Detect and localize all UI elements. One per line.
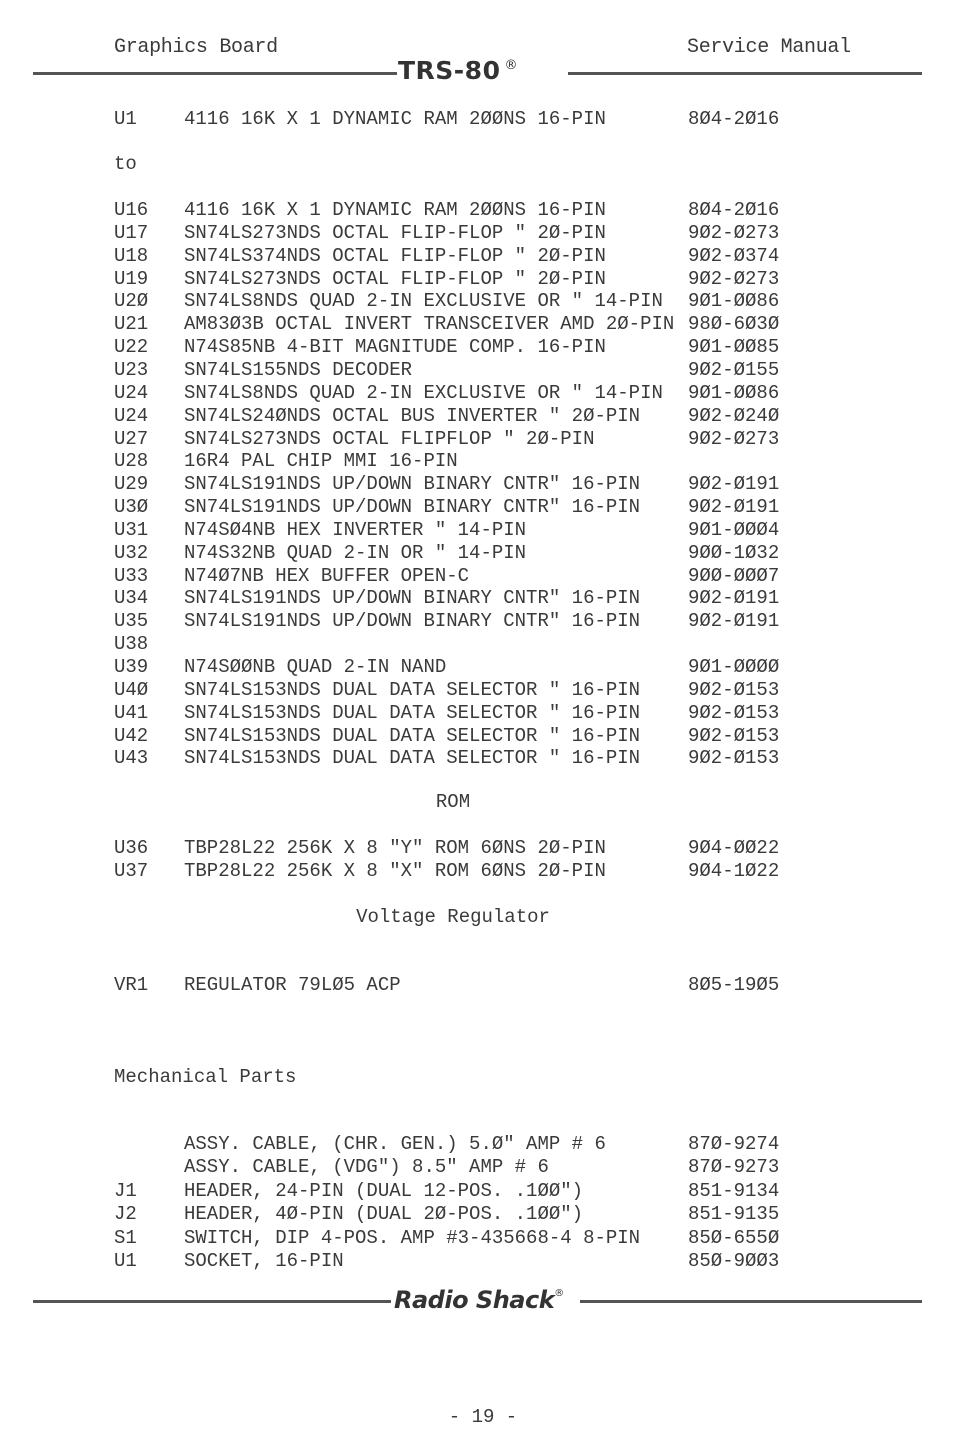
part-number: 8Ø4-2Ø16 bbox=[688, 108, 780, 130]
part-reference: U24 bbox=[114, 381, 149, 404]
part-number: 8Ø5-19Ø5 bbox=[688, 974, 780, 996]
registered-mark: ® bbox=[554, 1288, 564, 1299]
part-row bbox=[0, 1133, 956, 1156]
footer-rule-right bbox=[580, 1300, 922, 1303]
part-row bbox=[0, 747, 956, 770]
part-reference: VR1 bbox=[114, 974, 149, 996]
registered-mark: ® bbox=[504, 58, 518, 73]
radio-shack-logo bbox=[394, 1286, 574, 1314]
part-description: SN74LS24ØNDS OCTAL BUS INVERTER " 2Ø-PIN bbox=[184, 404, 641, 427]
part-description: SOCKET, 16-PIN bbox=[184, 1250, 344, 1272]
part-row bbox=[0, 450, 956, 473]
part-reference: U41 bbox=[114, 701, 149, 724]
part-description: 4116 16K X 1 DYNAMIC RAM 2ØØNS 16-PIN bbox=[184, 108, 606, 130]
part-row bbox=[0, 405, 956, 428]
part-row bbox=[0, 679, 956, 702]
part-reference: J1 bbox=[114, 1179, 137, 1202]
part-reference: U34 bbox=[114, 587, 149, 610]
part-description: SN74LS153NDS DUAL DATA SELECTOR " 16-PIN bbox=[184, 747, 641, 770]
header-left: Graphics Board bbox=[114, 36, 278, 59]
part-row bbox=[0, 1180, 956, 1203]
part-reference: U35 bbox=[114, 610, 149, 633]
page-number: - 19 - bbox=[448, 1406, 518, 1428]
part-number: 9Ø1-ØØ86 bbox=[688, 381, 780, 404]
part-reference: U33 bbox=[114, 564, 149, 587]
part-number: 87Ø-9274 bbox=[688, 1133, 780, 1155]
part-reference: U23 bbox=[114, 358, 149, 381]
part-row bbox=[0, 656, 956, 679]
part-description: ASSY. CABLE, (VDG") 8.5" AMP # 6 bbox=[184, 1156, 549, 1179]
part-reference: U29 bbox=[114, 473, 149, 496]
part-number: 851-9135 bbox=[688, 1203, 780, 1226]
part-row bbox=[0, 837, 956, 860]
part-reference: U22 bbox=[114, 336, 149, 359]
part-reference: U39 bbox=[114, 656, 149, 678]
part-description: SN74LS8NDS QUAD 2-IN EXCLUSIVE OR " 14-PIN bbox=[184, 290, 663, 313]
part-description: SN74LS191NDS UP/DOWN BINARY CNTR" 16-PIN bbox=[184, 473, 641, 496]
part-number: 9Ø1-ØØØØ bbox=[688, 656, 780, 678]
part-row bbox=[0, 1250, 956, 1273]
part-description: SN74LS155NDS DECODER bbox=[184, 358, 413, 381]
part-number: 87Ø-9273 bbox=[688, 1156, 780, 1179]
part-number: 85Ø-655Ø bbox=[688, 1226, 780, 1249]
part-description: TBP28L22 256K X 8 "X" ROM 6ØNS 2Ø-PIN bbox=[184, 860, 606, 882]
part-description: SN74LS8NDS QUAD 2-IN EXCLUSIVE OR " 14-PIN bbox=[184, 381, 663, 404]
part-row bbox=[0, 587, 956, 610]
part-row bbox=[0, 565, 956, 588]
rom-heading: ROM bbox=[435, 791, 471, 813]
part-reference: U36 bbox=[114, 837, 149, 859]
part-number: 9Ø2-Ø191 bbox=[688, 496, 780, 519]
part-number: 9Ø2-Ø153 bbox=[688, 678, 780, 701]
part-row bbox=[0, 473, 956, 496]
part-description: REGULATOR 79LØ5 ACP bbox=[184, 974, 401, 996]
part-number: 8Ø4-2Ø16 bbox=[688, 199, 780, 221]
part-row bbox=[0, 725, 956, 748]
part-number: 9Ø2-Ø191 bbox=[688, 473, 780, 496]
part-reference: U4Ø bbox=[114, 678, 149, 701]
part-reference: U1 bbox=[114, 108, 137, 130]
part-reference: U24 bbox=[114, 404, 149, 427]
part-number: 9ØØ-ØØØ7 bbox=[688, 564, 780, 587]
part-row bbox=[0, 313, 956, 336]
part-reference: U21 bbox=[114, 313, 149, 336]
part-reference: U18 bbox=[114, 244, 149, 267]
part-row bbox=[0, 1156, 956, 1179]
part-description: SN74LS191NDS UP/DOWN BINARY CNTR" 16-PIN bbox=[184, 587, 641, 610]
part-number: 9ØØ-1Ø32 bbox=[688, 541, 780, 564]
part-row bbox=[0, 1203, 956, 1226]
header-rule-right bbox=[568, 72, 922, 75]
part-number: 9Ø2-Ø155 bbox=[688, 358, 780, 381]
part-number: 9Ø2-Ø273 bbox=[688, 267, 780, 290]
part-description: SN74LS273NDS OCTAL FLIP-FLOP " 2Ø-PIN bbox=[184, 221, 606, 244]
part-reference: U31 bbox=[114, 518, 149, 541]
footer-rule-left bbox=[33, 1300, 391, 1303]
part-row bbox=[0, 702, 956, 725]
part-row bbox=[0, 153, 956, 176]
voltage-regulator-heading: Voltage Regulator bbox=[356, 906, 550, 928]
part-reference: U3Ø bbox=[114, 496, 149, 519]
part-number: 851-9134 bbox=[688, 1179, 780, 1202]
part-description: SN74LS191NDS UP/DOWN BINARY CNTR" 16-PIN bbox=[184, 610, 641, 633]
part-description: SN74LS191NDS UP/DOWN BINARY CNTR" 16-PIN bbox=[184, 496, 641, 519]
radio-shack-logo-text: Radio Shack bbox=[394, 1286, 555, 1314]
part-row bbox=[0, 108, 956, 131]
part-reference: S1 bbox=[114, 1226, 137, 1249]
part-number: 9Ø2-Ø191 bbox=[688, 610, 780, 633]
part-description: N74Ø7NB HEX BUFFER OPEN-C bbox=[184, 564, 470, 587]
part-row bbox=[0, 542, 956, 565]
part-description: SN74LS273NDS OCTAL FLIP-FLOP " 2Ø-PIN bbox=[184, 267, 606, 290]
part-reference: U28 bbox=[114, 450, 149, 473]
part-row bbox=[0, 245, 956, 268]
part-number: 9Ø4-1Ø22 bbox=[688, 860, 780, 882]
trs80-logo-text: TRS-80 bbox=[398, 56, 501, 85]
part-description: N74S85NB 4-BIT MAGNITUDE COMP. 16-PIN bbox=[184, 336, 606, 359]
part-description: HEADER, 24-PIN (DUAL 12-POS. .1ØØ") bbox=[184, 1179, 584, 1202]
part-description: TBP28L22 256K X 8 "Y" ROM 6ØNS 2Ø-PIN bbox=[184, 837, 606, 859]
part-number: 9Ø4-ØØ22 bbox=[688, 837, 780, 859]
part-number: 9Ø1-ØØ85 bbox=[688, 336, 780, 359]
part-description: 16R4 PAL CHIP MMI 16-PIN bbox=[184, 450, 458, 473]
part-reference: U32 bbox=[114, 541, 149, 564]
part-row bbox=[0, 382, 956, 405]
part-row bbox=[0, 1227, 956, 1250]
part-row bbox=[0, 222, 956, 245]
part-row bbox=[0, 428, 956, 451]
part-description: N74SØØNB QUAD 2-IN NAND bbox=[184, 656, 447, 678]
part-description: AM83Ø3B OCTAL INVERT TRANSCEIVER AMD 2Ø-PIN bbox=[184, 313, 675, 336]
part-description: HEADER, 4Ø-PIN (DUAL 2Ø-POS. .1ØØ") bbox=[184, 1203, 584, 1226]
header-rule-left bbox=[33, 72, 397, 75]
part-number: 9Ø2-Ø153 bbox=[688, 747, 780, 770]
part-row bbox=[0, 633, 956, 656]
part-description: SWITCH, DIP 4-POS. AMP #3-435668-4 8-PIN bbox=[184, 1226, 641, 1249]
part-number: 9Ø2-Ø273 bbox=[688, 221, 780, 244]
mechanical-parts-heading: Mechanical Parts bbox=[114, 1066, 297, 1088]
part-row bbox=[0, 519, 956, 542]
part-number: 9Ø1-ØØ86 bbox=[688, 290, 780, 313]
part-row bbox=[0, 199, 956, 222]
part-description: 4116 16K X 1 DYNAMIC RAM 2ØØNS 16-PIN bbox=[184, 199, 606, 221]
part-description: SN74LS374NDS OCTAL FLIP-FLOP " 2Ø-PIN bbox=[184, 244, 606, 267]
part-row bbox=[0, 268, 956, 291]
part-reference: U19 bbox=[114, 267, 149, 290]
part-row bbox=[0, 290, 956, 313]
part-reference: U17 bbox=[114, 221, 149, 244]
part-description: ASSY. CABLE, (CHR. GEN.) 5.Ø" AMP # 6 bbox=[184, 1133, 606, 1155]
part-reference: J2 bbox=[114, 1203, 137, 1226]
part-number: 9Ø2-Ø153 bbox=[688, 724, 780, 747]
part-reference: U1 bbox=[114, 1250, 137, 1272]
part-reference: U27 bbox=[114, 427, 149, 450]
part-reference: to bbox=[114, 153, 137, 175]
part-row bbox=[0, 336, 956, 359]
part-number: 9Ø2-Ø191 bbox=[688, 587, 780, 610]
header-right: Service Manual bbox=[687, 36, 851, 59]
part-row bbox=[0, 860, 956, 883]
part-description: SN74LS273NDS OCTAL FLIPFLOP " 2Ø-PIN bbox=[184, 427, 595, 450]
part-reference: U2Ø bbox=[114, 290, 149, 313]
part-number: 85Ø-9ØØ3 bbox=[688, 1250, 780, 1272]
part-number: 98Ø-6Ø3Ø bbox=[688, 313, 780, 336]
part-reference: U38 bbox=[114, 633, 149, 656]
part-number: 9Ø2-Ø374 bbox=[688, 244, 780, 267]
part-reference: U42 bbox=[114, 724, 149, 747]
part-description: SN74LS153NDS DUAL DATA SELECTOR " 16-PIN bbox=[184, 701, 641, 724]
part-number: 9Ø1-ØØØ4 bbox=[688, 518, 780, 541]
part-reference: U37 bbox=[114, 860, 149, 882]
part-number: 9Ø2-Ø153 bbox=[688, 701, 780, 724]
part-description: N74SØ4NB HEX INVERTER " 14-PIN bbox=[184, 518, 527, 541]
part-row bbox=[0, 496, 956, 519]
part-number: 9Ø2-Ø273 bbox=[688, 427, 780, 450]
part-number: 9Ø2-Ø24Ø bbox=[688, 404, 780, 427]
part-row bbox=[0, 359, 956, 382]
trs80-logo bbox=[398, 56, 563, 85]
part-reference: U43 bbox=[114, 747, 149, 770]
part-description: SN74LS153NDS DUAL DATA SELECTOR " 16-PIN bbox=[184, 678, 641, 701]
part-row bbox=[0, 610, 956, 633]
part-description: N74S32NB QUAD 2-IN OR " 14-PIN bbox=[184, 541, 527, 564]
part-description: SN74LS153NDS DUAL DATA SELECTOR " 16-PIN bbox=[184, 724, 641, 747]
part-reference: U16 bbox=[114, 199, 149, 221]
part-row bbox=[0, 974, 956, 997]
